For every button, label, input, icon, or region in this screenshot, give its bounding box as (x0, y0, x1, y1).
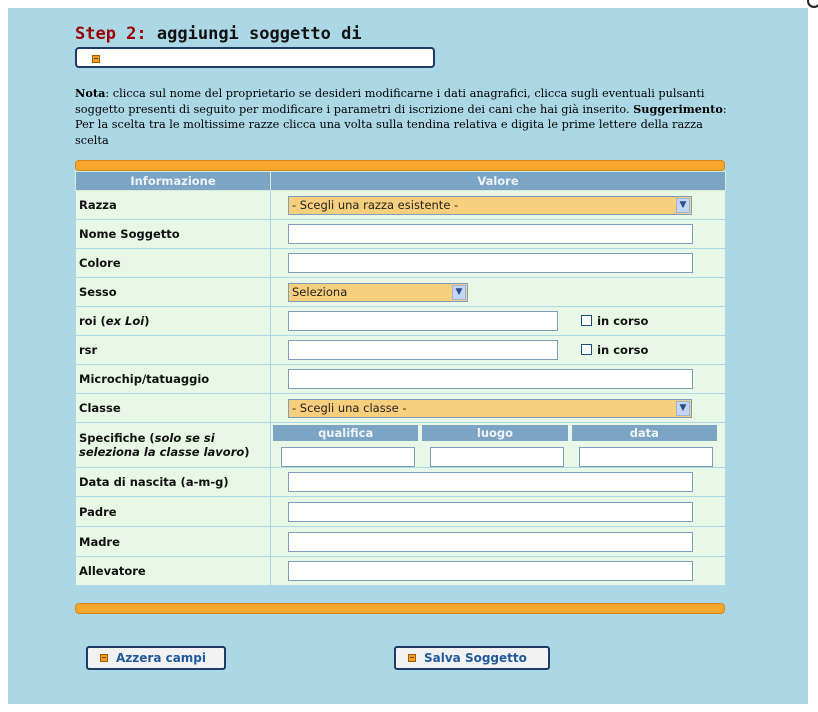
specifiche-grid (273, 425, 717, 467)
sesso-selected: Seleziona (292, 284, 348, 299)
specifiche-label (76, 423, 271, 468)
roi-label-pre: roi ( (79, 314, 106, 328)
rsr-in-corso[interactable] (581, 343, 648, 357)
madre-label: Madre (76, 527, 271, 557)
row-razza (76, 191, 726, 220)
row-nome-soggetto (76, 220, 726, 249)
tip-label: Suggerimento (633, 101, 723, 116)
title-text: aggiungi soggetto di (156, 24, 362, 44)
header-luogo: luogo (422, 425, 567, 441)
form-button-icon (100, 654, 108, 662)
padre-cell (271, 497, 726, 527)
row-classe (76, 394, 726, 423)
specifiche-label-pre: Specifiche ( (79, 431, 155, 445)
header-qualifica: qualifica (273, 425, 418, 441)
specifiche-inputs (273, 447, 717, 467)
row-padre (76, 497, 726, 527)
rsr-in-corso-label: in corso (597, 343, 649, 358)
chevron-down-icon[interactable]: ▼ (452, 285, 466, 300)
madre-cell (271, 527, 726, 557)
rsr-label: rsr (76, 336, 271, 365)
header-data: data (572, 425, 717, 441)
row-roi (76, 307, 726, 336)
specifiche-headers (273, 425, 717, 441)
subject-form-table (75, 171, 726, 586)
roi-input[interactable] (288, 311, 558, 331)
table-header-row (76, 172, 726, 191)
nome-soggetto-label: Nome Soggetto (76, 220, 271, 249)
microchip-cell (271, 365, 726, 394)
padre-input[interactable] (288, 502, 693, 522)
allevatore-label: Allevatore (76, 557, 271, 586)
razza-cell (271, 191, 726, 220)
roi-label-post: ) (144, 314, 150, 328)
padre-label: Padre (76, 497, 271, 527)
razza-selected: - Scegli una razza esistente - (292, 197, 459, 212)
classe-label: Classe (76, 394, 271, 423)
rsr-in-corso-checkbox[interactable] (581, 344, 592, 355)
specifiche-label-post: ) (244, 445, 250, 459)
roi-in-corso[interactable] (581, 314, 648, 328)
row-data-nascita (76, 468, 726, 497)
form-button-icon (92, 55, 100, 63)
row-specifiche (76, 423, 726, 468)
roi-label-em: ex Loi (105, 314, 145, 328)
chevron-down-icon[interactable]: ▼ (676, 198, 690, 213)
roi-label (76, 307, 271, 336)
classe-select[interactable] (288, 399, 692, 418)
note-paragraph (75, 86, 735, 148)
header-valore: Valore (271, 172, 726, 191)
roi-in-corso-label: in corso (597, 314, 649, 329)
row-colore (76, 249, 726, 278)
reset-button-label: Azzera campi (116, 651, 207, 665)
classe-selected: - Scegli una classe - (292, 400, 407, 415)
header-informazione: Informazione (76, 172, 271, 191)
microchip-label: Microchip/tatuaggio (76, 365, 271, 394)
table-bottom-bar (75, 603, 725, 614)
data-nascita-label: Data di nascita (a-m-g) (76, 468, 271, 497)
nome-soggetto-input[interactable] (288, 224, 693, 244)
save-button[interactable] (394, 646, 550, 670)
row-madre (76, 527, 726, 557)
owner-button[interactable] (75, 47, 435, 68)
allevatore-input[interactable] (288, 561, 693, 581)
colore-label: Colore (76, 249, 271, 278)
razza-select[interactable] (288, 196, 692, 215)
microchip-input[interactable] (288, 369, 693, 389)
save-button-label: Salva Soggetto (424, 651, 527, 665)
roi-in-corso-checkbox[interactable] (581, 315, 592, 326)
row-microchip (76, 365, 726, 394)
form-button-icon (408, 654, 416, 662)
allevatore-cell (271, 557, 726, 586)
rsr-cell (271, 336, 726, 365)
tip-text: : Per la scelta tra le moltissime razze clicca una volta sulla tendina relativa e digita le prime lettere della razza scelta (75, 102, 727, 147)
razza-label: Razza (76, 191, 271, 220)
sesso-cell (271, 278, 726, 307)
specifiche-label-em: solo se si seleziona la classe lavoro (79, 431, 245, 459)
reset-button[interactable] (86, 646, 226, 670)
rsr-input[interactable] (288, 340, 558, 360)
step-label: Step 2: (75, 24, 147, 44)
window-corner-icon[interactable] (807, 0, 818, 8)
nome-soggetto-cell (271, 220, 726, 249)
data-input[interactable] (579, 447, 713, 467)
roi-cell (271, 307, 726, 336)
sesso-label: Sesso (76, 278, 271, 307)
row-allevatore (76, 557, 726, 586)
page-title (75, 24, 362, 44)
colore-cell (271, 249, 726, 278)
qualifica-input[interactable] (281, 447, 415, 467)
note-label: Nota (75, 86, 106, 100)
data-nascita-input[interactable] (288, 472, 693, 492)
chevron-down-icon[interactable]: ▼ (676, 401, 690, 416)
madre-input[interactable] (288, 532, 693, 552)
row-rsr (76, 336, 726, 365)
note-text: : clicca sul nome del proprietario se desideri modificarne i dati anagrafici, clicca sugli eventuali pulsanti soggetto presenti di seguito per modificare i parametri di iscrizione dei cani che hai già inserito. (75, 87, 705, 116)
table-top-bar (75, 160, 725, 171)
specifiche-cell (271, 423, 726, 468)
colore-input[interactable] (288, 253, 693, 273)
sesso-select[interactable] (288, 283, 468, 302)
luogo-input[interactable] (430, 447, 564, 467)
classe-cell (271, 394, 726, 423)
row-sesso (76, 278, 726, 307)
data-nascita-cell (271, 468, 726, 497)
